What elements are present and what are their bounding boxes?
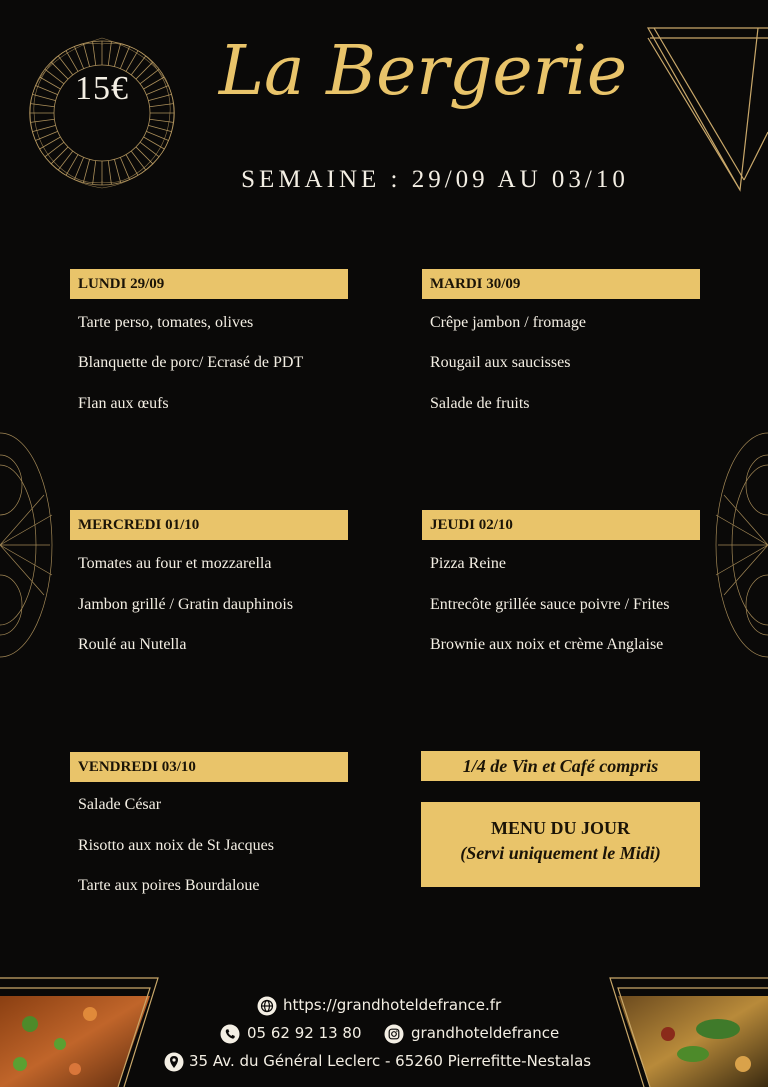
website-link[interactable]: https://grandhoteldefrance.fr xyxy=(283,996,502,1014)
day-header-lundi: LUNDI 29/09 xyxy=(70,269,348,299)
day-header-jeudi: JEUDI 02/10 xyxy=(422,510,700,540)
food-photo-right xyxy=(598,974,768,1087)
wine-coffee-banner: 1/4 de Vin et Café compris xyxy=(421,751,700,781)
side-ornament-right-icon xyxy=(712,425,768,665)
dish-item: Tarte aux poires Bourdaloue xyxy=(78,877,260,894)
instagram-handle[interactable]: grandhoteldefrance xyxy=(411,1024,560,1042)
menu-du-jour-title: MENU DU JOUR xyxy=(491,818,630,838)
side-ornament-left-icon xyxy=(0,425,56,665)
dish-item: Tarte perso, tomates, olives xyxy=(78,314,254,331)
dish-item: Crêpe jambon / fromage xyxy=(430,314,586,331)
day-header-vendredi: VENDREDI 03/10 xyxy=(70,752,348,782)
dish-item: Jambon grillé / Gratin dauphinois xyxy=(78,596,294,613)
dish-item: Flan aux œufs xyxy=(78,395,169,412)
dish-item: Brownie aux noix et crème Anglaise xyxy=(430,636,664,653)
instagram-icon xyxy=(384,1024,404,1044)
day-header-mardi: MARDI 30/09 xyxy=(422,269,700,299)
dish-item: Rougail aux saucisses xyxy=(430,354,571,371)
week-label: SEMAINE : 29/09 AU 03/10 xyxy=(241,166,629,193)
globe-icon xyxy=(257,996,277,1016)
dish-item: Salade César xyxy=(78,796,162,813)
dish-item: Blanquette de porc/ Ecrasé de PDT xyxy=(78,354,304,371)
dish-item: Roulé au Nutella xyxy=(78,636,187,653)
rosette-ornament-icon xyxy=(14,30,190,196)
menu-du-jour-box xyxy=(421,802,700,887)
dish-item: Salade de fruits xyxy=(430,395,530,412)
phone-icon xyxy=(220,1024,240,1044)
dish-item: Entrecôte grillée sauce poivre / Frites xyxy=(430,596,670,613)
dish-item: Tomates au four et mozzarella xyxy=(78,555,272,572)
food-photo-left xyxy=(0,974,170,1087)
phone-number[interactable]: 05 62 92 13 80 xyxy=(247,1024,362,1042)
restaurant-title: La Bergerie xyxy=(218,32,628,111)
address: 35 Av. du Général Leclerc - 65260 Pierrefitte-Nestalas xyxy=(189,1052,592,1070)
menu-du-jour-note: (Servi uniquement le Midi) xyxy=(460,843,661,863)
dish-item: Risotto aux noix de St Jacques xyxy=(78,837,274,854)
location-pin-icon xyxy=(164,1052,184,1072)
day-header-mercredi: MERCREDI 01/10 xyxy=(70,510,348,540)
price-label: 15€ xyxy=(75,70,129,107)
dish-item: Pizza Reine xyxy=(430,555,506,572)
